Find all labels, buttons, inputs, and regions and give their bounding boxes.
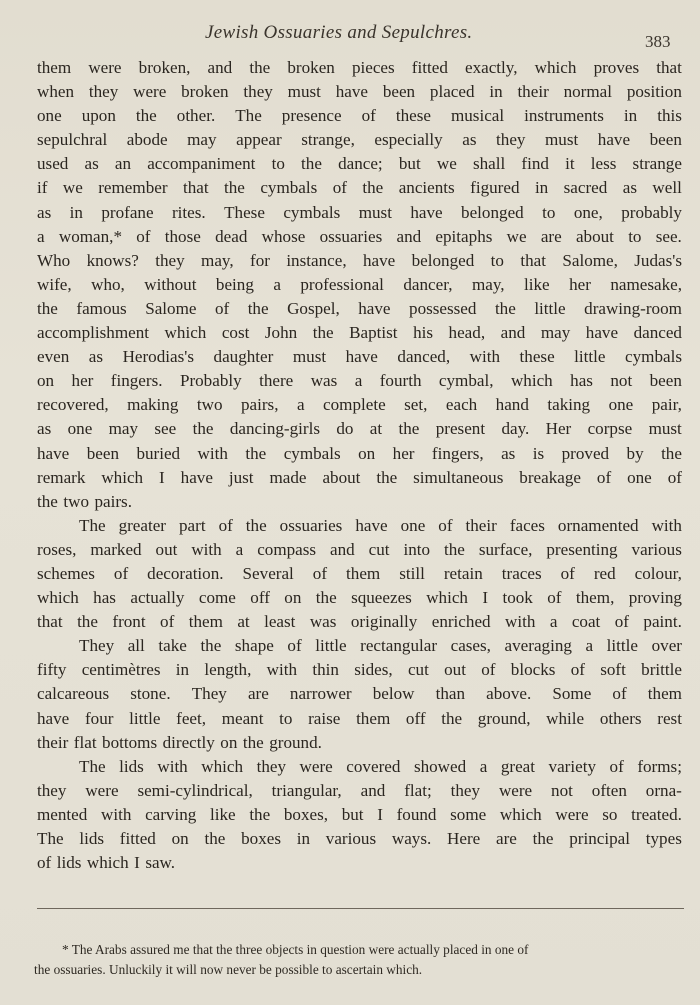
text-line: have four little feet, meant to raise them off the ground, while others rest — [37, 708, 682, 728]
text-line: mented with carving like the boxes, but I found some which were so treated. — [37, 804, 682, 824]
text-line: which has actually come off on the squeezes which I took of them, proving — [37, 588, 682, 608]
text-line: have been buried with the cymbals on her fingers, as is proved by the — [37, 443, 682, 463]
text-line: of lids which I saw. — [37, 853, 176, 873]
text-line: them were broken, and the broken pieces fitted exactly, which proves that — [37, 58, 682, 77]
text-line: a woman,* of those dead whose ossuaries and epitaphs we are about to see. — [37, 226, 682, 246]
text-line: Who knows? they may, for instance, have belonged to that Salome, Judas's — [37, 250, 682, 270]
footnote — [34, 940, 684, 980]
text-line: The lids with which they were covered showed a great variety of forms; — [79, 756, 682, 776]
footnote-line: the ossuaries. Unluckily it will now never be possible to ascertain which. — [34, 962, 423, 977]
text-line: roses, marked out with a compass and cut into the surface, presenting various — [37, 539, 682, 559]
text-line: They all take the shape of little rectangular cases, averaging a little over — [79, 636, 682, 656]
text-line: as one may see the dancing-girls do at the present day. Her corpse must — [37, 419, 682, 439]
text-line: if we remember that the cymbals of the ancients figured in sacred as well — [37, 178, 682, 198]
text-line: their flat bottoms directly on the ground. — [37, 732, 322, 752]
text-line: recovered, making two pairs, a complete set, each hand taking one pair, — [37, 395, 682, 415]
text-line: even as Herodias's daughter must have danced, with these little cymbals — [37, 347, 682, 367]
footnote-divider — [37, 908, 684, 909]
text-line: on her fingers. Probably there was a fourth cymbal, which has not been — [37, 371, 682, 391]
page-number: 383 — [645, 32, 671, 51]
text-line: calcareous stone. They are narrower below than above. Some of them — [37, 684, 682, 704]
text-line: as in profane rites. These cymbals must have belonged to one, probably — [37, 202, 682, 222]
footnote-line: * The Arabs assured me that the three objects in question were actually placed in one of — [62, 942, 529, 957]
text-line: wife, who, without being a professional dancer, may, like her namesake, — [37, 274, 682, 294]
text-line: fifty centimètres in length, with thin sides, cut out of blocks of soft brittle — [37, 660, 682, 680]
text-line: one upon the other. The presence of these musical instruments in this — [37, 106, 682, 126]
text-line: The greater part of the ossuaries have one of their faces ornamented with — [79, 515, 682, 535]
text-line: they were semi-cylindrical, triangular, and flat; they were not often orna- — [37, 780, 682, 800]
text-line: used as an accompaniment to the dance; but we shall find it less strange — [37, 154, 682, 174]
text-line: the famous Salome of the Gospel, have possessed the little drawing-room — [37, 298, 682, 318]
body-text — [37, 56, 682, 875]
text-line: The lids fitted on the boxes in various ways. Here are the principal types — [37, 829, 682, 848]
running-head — [0, 22, 700, 52]
text-line: accomplishment which cost John the Baptist his head, and may have danced — [37, 323, 682, 343]
text-line: that the front of them at least was originally enriched with a coat of paint. — [37, 612, 682, 632]
text-line: schemes of decoration. Several of them still retain traces of red colour, — [37, 563, 682, 583]
text-line: remark which I have just made about the simultaneous breakage of one of — [37, 467, 682, 487]
text-line: the two pairs. — [37, 491, 132, 511]
running-title: Jewish Ossuaries and Sepulchres. — [205, 22, 473, 43]
text-line: when they were broken they must have been placed in their normal position — [37, 82, 682, 102]
text-line: sepulchral abode may appear strange, especially as they must have been — [37, 130, 682, 150]
